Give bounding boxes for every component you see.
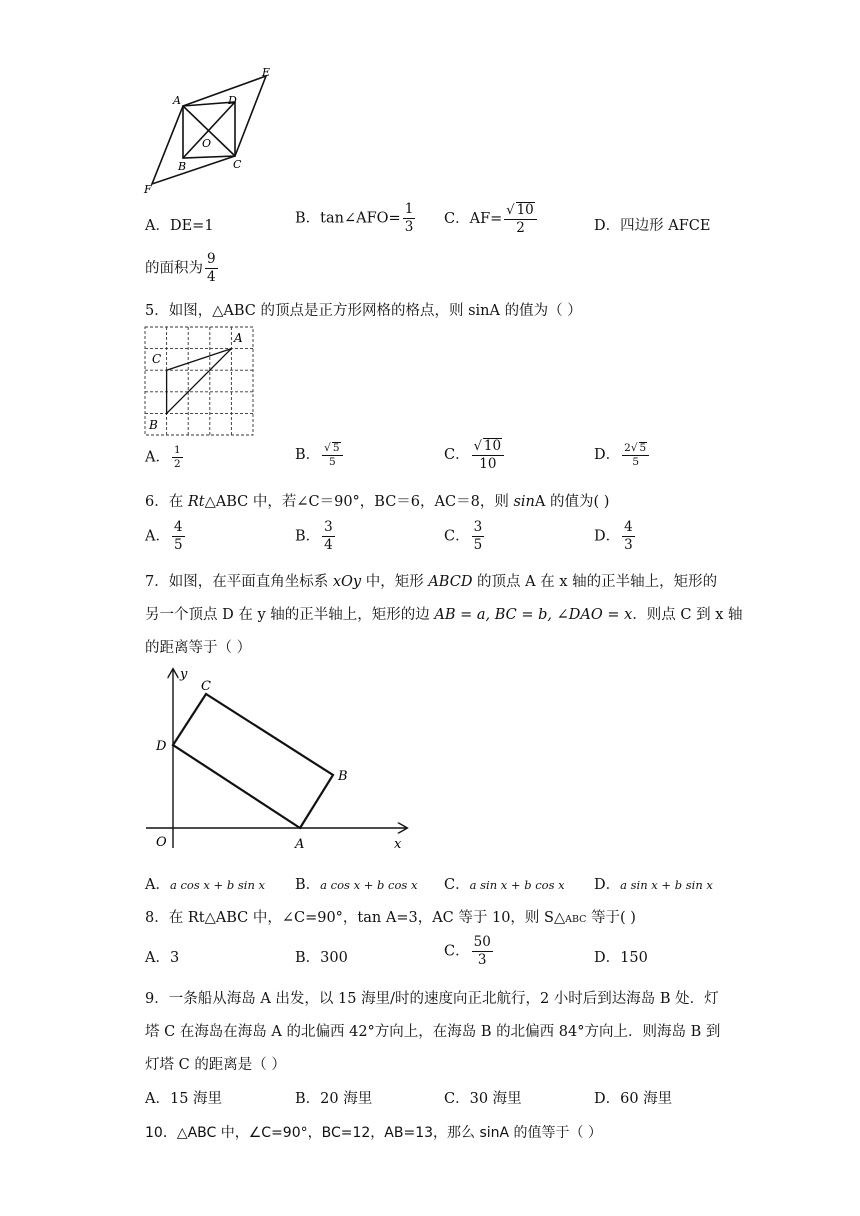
numerator: 4: [624, 519, 633, 535]
label-C: C: [152, 352, 162, 366]
option-text: B．: [295, 528, 321, 545]
stem-math: xOy: [332, 574, 362, 590]
stem-math: ABCD: [428, 574, 473, 590]
q8-option-c[interactable]: [444, 935, 495, 968]
label-B: B: [178, 160, 187, 173]
figure-rhombus-afce: [140, 62, 280, 197]
q4-option-a[interactable]: [145, 214, 214, 235]
q8-stem: [145, 906, 636, 927]
option-text: C．: [444, 943, 470, 960]
option-text: C．: [444, 528, 470, 545]
q9-option-b[interactable]: B．20 海里: [295, 1091, 373, 1107]
q6-option-a[interactable]: [145, 520, 187, 553]
fraction: [504, 202, 536, 236]
option-text: A．: [145, 449, 170, 466]
coefficient: 2: [624, 442, 631, 454]
stem-text: 另一个顶点 D 在 y 轴的正半轴上，矩形的边: [145, 607, 435, 623]
radicand: 5: [639, 442, 647, 454]
option-text: D．: [594, 528, 621, 545]
stem-math: sin: [513, 494, 535, 510]
q6-stem: [145, 490, 609, 511]
q8-option-b[interactable]: B．300: [295, 950, 348, 966]
numerator: 4: [173, 519, 183, 535]
label-D: D: [228, 94, 237, 107]
q8-option-a[interactable]: A．3: [145, 950, 180, 966]
label-C: C: [233, 158, 242, 171]
q9-option-c[interactable]: C．30 海里: [444, 1091, 522, 1107]
q10-stem: 10．△ABC 中，∠C=90°，BC=12，AB=13，那么 sinA 的值等于（ ）: [145, 1125, 603, 1141]
radicand: 5: [332, 442, 340, 454]
stem-math: AB = a, BC = b, ∠DAO = x: [434, 607, 633, 623]
q9-option-d[interactable]: D．60 海里: [594, 1091, 673, 1107]
sqrt-icon: √: [630, 442, 638, 454]
label-B: B: [338, 769, 348, 784]
option-text: 的面积为: [145, 260, 203, 277]
fraction: [472, 520, 485, 553]
option-math: a cos x + b sin x: [169, 878, 265, 892]
option-text: A．: [145, 877, 170, 893]
option-text: A．DE=1: [145, 218, 214, 234]
q5-option-d[interactable]: [594, 442, 651, 468]
numerator: [504, 202, 536, 220]
denominator: 4: [207, 269, 216, 285]
stem-text: A 的值为( ): [534, 494, 610, 510]
option-text: B．tan∠AFO=: [295, 210, 401, 227]
stem-math: Rt: [187, 494, 205, 510]
denominator: 2: [173, 458, 181, 470]
q7-option-c[interactable]: [444, 873, 565, 894]
sqrt-icon: √: [324, 442, 331, 454]
label-O: O: [156, 835, 167, 850]
q4-option-c[interactable]: [444, 202, 539, 236]
denominator: 4: [324, 537, 333, 553]
sqrt-icon: √: [506, 203, 515, 218]
fraction: [622, 520, 635, 553]
option-text: C．: [444, 447, 470, 463]
fraction: [172, 445, 183, 470]
sqrt-icon: √: [473, 439, 482, 454]
q9-stem-line3: 灯塔 C 的距离是（ ）: [145, 1057, 286, 1073]
q8-option-d[interactable]: D．150: [594, 950, 648, 966]
denominator: 5: [632, 456, 640, 468]
fraction: [622, 442, 649, 468]
option-math: a sin x + b sin x: [620, 878, 713, 892]
q4-option-d-continued: [145, 252, 220, 285]
label-A: A: [234, 331, 243, 345]
option-text: B．: [295, 447, 321, 463]
label-D: D: [156, 739, 167, 754]
denominator: 3: [624, 537, 633, 553]
q6-option-b[interactable]: [295, 520, 337, 553]
numerator: 3: [473, 519, 483, 535]
q9-option-a[interactable]: A．15 海里: [145, 1091, 223, 1107]
q5-option-a[interactable]: [145, 445, 185, 470]
label-A: A: [173, 94, 181, 107]
option-text: D．四边形 AFCE: [594, 218, 711, 234]
q7-stem-line2: [145, 603, 743, 624]
radicand: 10: [483, 438, 502, 454]
q4-option-b[interactable]: [295, 202, 417, 235]
q7-option-a[interactable]: [145, 873, 265, 894]
label-B: B: [149, 418, 158, 432]
fraction: [172, 520, 185, 553]
numerator: 3: [324, 519, 333, 535]
q9-stem-line1: 9．一条船从海岛 A 出发，以 15 海里/时的速度向正北航行，2 小时后到达海岛 B 处．灯: [145, 991, 719, 1007]
numerator: [472, 438, 504, 456]
option-text: D．: [594, 447, 621, 463]
radicand: 10: [516, 202, 534, 218]
fraction: [322, 520, 335, 553]
stem-text: 7．如图，在平面直角坐标系: [145, 574, 333, 590]
stem-text: 的顶点 A 在 x 轴的正半轴上，矩形的: [472, 574, 718, 590]
option-math: a cos x + b cos x: [320, 878, 418, 892]
label-E: E: [262, 66, 271, 79]
numerator: 1: [404, 201, 414, 217]
triangle-abc: [167, 349, 232, 414]
q7-option-b[interactable]: [295, 873, 417, 894]
numerator: [622, 442, 649, 456]
numerator: 9: [207, 251, 216, 267]
stem-text: 中，矩形: [361, 574, 429, 590]
fraction: [403, 202, 416, 235]
q6-option-d[interactable]: [594, 520, 637, 553]
stem-text: △ABC 中，若∠C＝90°，BC＝6，AC＝8，则: [204, 494, 514, 510]
stem-text: 8．在 Rt△ABC 中，∠C=90°，tan A=3，AC 等于 10，则 S△: [145, 910, 566, 926]
option-text: C．AF=: [444, 211, 503, 227]
option-text: A．: [145, 528, 170, 545]
q5-stem: 5．如图，△ABC 的顶点是正方形网格的格点，则 sinA 的值为（ ）: [145, 303, 582, 319]
label-O: O: [202, 137, 212, 150]
denominator: 3: [477, 952, 487, 968]
q6-option-c[interactable]: [444, 520, 486, 553]
q7-stem-line3: 的距离等于（ ）: [145, 640, 252, 656]
option-text: D．: [594, 877, 621, 893]
denominator: 2: [516, 220, 525, 236]
label-C: C: [201, 679, 211, 694]
denominator: 3: [404, 219, 414, 235]
q7-option-d[interactable]: [594, 873, 713, 894]
q5-option-c[interactable]: [444, 438, 506, 472]
figure-rectangle-coordinates: [140, 662, 420, 854]
label-y: y: [180, 667, 188, 682]
rectangle-abcd: [173, 694, 333, 828]
stem-text: 等于( ): [586, 910, 636, 926]
q9-stem-line2: 塔 C 在海岛在海岛 A 的北偏西 42°方向上，在海岛 B 的北偏西 84°方向上．则海岛 B 到: [145, 1024, 721, 1040]
q5-option-b[interactable]: [295, 442, 345, 468]
label-x: x: [394, 837, 402, 852]
q7-stem-line1: [145, 570, 717, 591]
stem-text: ．则点 C 到 x 轴: [632, 607, 743, 623]
label-A: A: [295, 837, 305, 852]
option-text: B．: [295, 877, 321, 893]
option-math: a sin x + b cos x: [469, 878, 565, 892]
fraction: [205, 252, 218, 285]
fraction: [472, 438, 504, 472]
denominator: 10: [479, 456, 497, 472]
q4-option-d[interactable]: [594, 214, 710, 235]
fraction: [472, 935, 493, 968]
denominator: 5: [473, 537, 483, 553]
denominator: 5: [329, 456, 336, 468]
option-text: C．: [444, 877, 470, 893]
denominator: 5: [173, 537, 183, 553]
fraction: [322, 442, 342, 468]
subscript: ABC: [565, 914, 587, 925]
stem-text: 6．在: [145, 494, 188, 510]
figure-grid-triangle: [143, 325, 255, 437]
numerator: 1: [173, 444, 181, 456]
label-F: F: [144, 183, 152, 196]
numerator: 50: [473, 934, 491, 950]
numerator: [322, 442, 342, 456]
